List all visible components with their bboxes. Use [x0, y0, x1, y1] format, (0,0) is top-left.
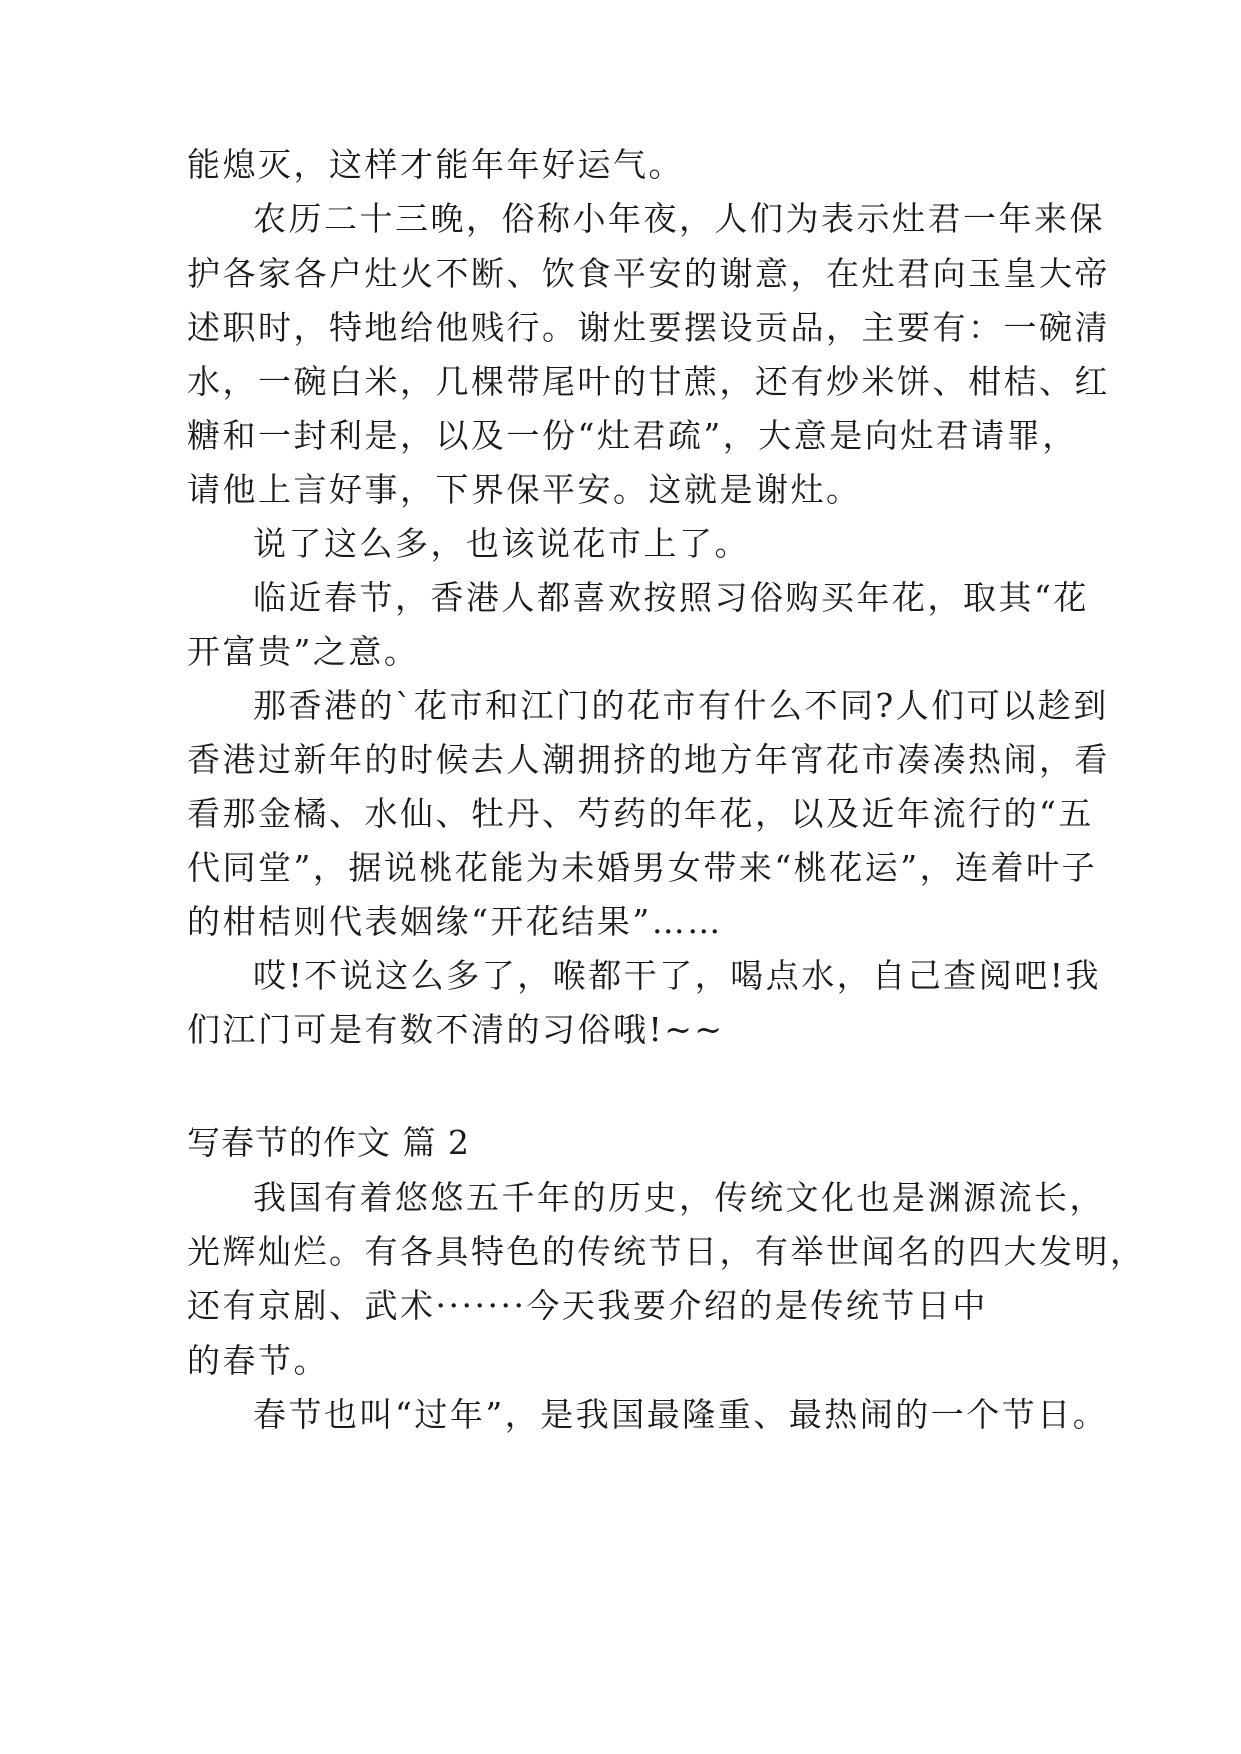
text-line: 代同堂”，据说桃花能为未婚男女带来“桃花运”，连着叶子 — [187, 848, 1098, 887]
paragraph-start-line: 临近春节，香港人都喜欢按照习俗购买年花，取其“花 — [253, 578, 1089, 617]
text-line: 的春节。 — [187, 1341, 329, 1380]
paragraph-start-line: 哎!不说这么多了，喉都干了，喝点水，自己查阅吧!我 — [253, 956, 1102, 995]
text-line: 的柑桔则代表姻缘“开花结果”…… — [187, 902, 723, 941]
text-line: 看那金橘、水仙、牡丹、芍药的年花，以及近年流行的“五 — [187, 794, 1094, 833]
text-line: 请他上言好事，下界保平安。这就是谢灶。 — [187, 470, 862, 509]
text-line: 开富贵”之意。 — [187, 632, 420, 671]
paragraph-start-line: 说了这么多，也该说花市上了。 — [253, 524, 750, 563]
text-line: 水，一碗白米，几棵带尾叶的甘蔗，还有炒米饼、柑桔、红 — [187, 362, 1110, 401]
paragraph-start-line: 我国有着悠悠五千年的历史，传统文化也是渊源流长， — [253, 1178, 1105, 1217]
section-heading: 写春节的作文 篇 2 — [187, 1123, 470, 1162]
text-line: 护各家各户灶火不断、饮食平安的谢意，在灶君向玉皇大帝 — [187, 254, 1110, 293]
paragraph-start-line: 春节也叫“过年”，是我国最隆重、最热闹的一个节日。 — [253, 1395, 1109, 1434]
text-line: 糖和一封利是，以及一份“灶君疏”，大意是向灶君请罪， — [187, 416, 1078, 455]
text-line: 们江门可是有数不清的习俗哦!~~ — [187, 1010, 725, 1049]
text-line: 能熄灭，这样才能年年好运气。 — [187, 145, 684, 184]
text-line: 香港过新年的时候去人潮拥挤的地方年宵花市凑凑热闹，看 — [187, 740, 1110, 779]
paragraph-start-line: 那香港的`花市和江门的花市有什么不同?人们可以趁到 — [253, 686, 1109, 725]
text-line: 述职时，特地给他贱行。谢灶要摆设贡品，主要有：一碗清 — [187, 308, 1110, 347]
text-line: 还有京剧、武术·······今天我要介绍的是传统节日中 — [187, 1286, 988, 1325]
text-line: 光辉灿烂。有各具特色的传统节日，有举世闻名的四大发明， — [187, 1232, 1146, 1271]
paragraph-start-line: 农历二十三晚，俗称小年夜，人们为表示灶君一年来保 — [253, 199, 1105, 238]
